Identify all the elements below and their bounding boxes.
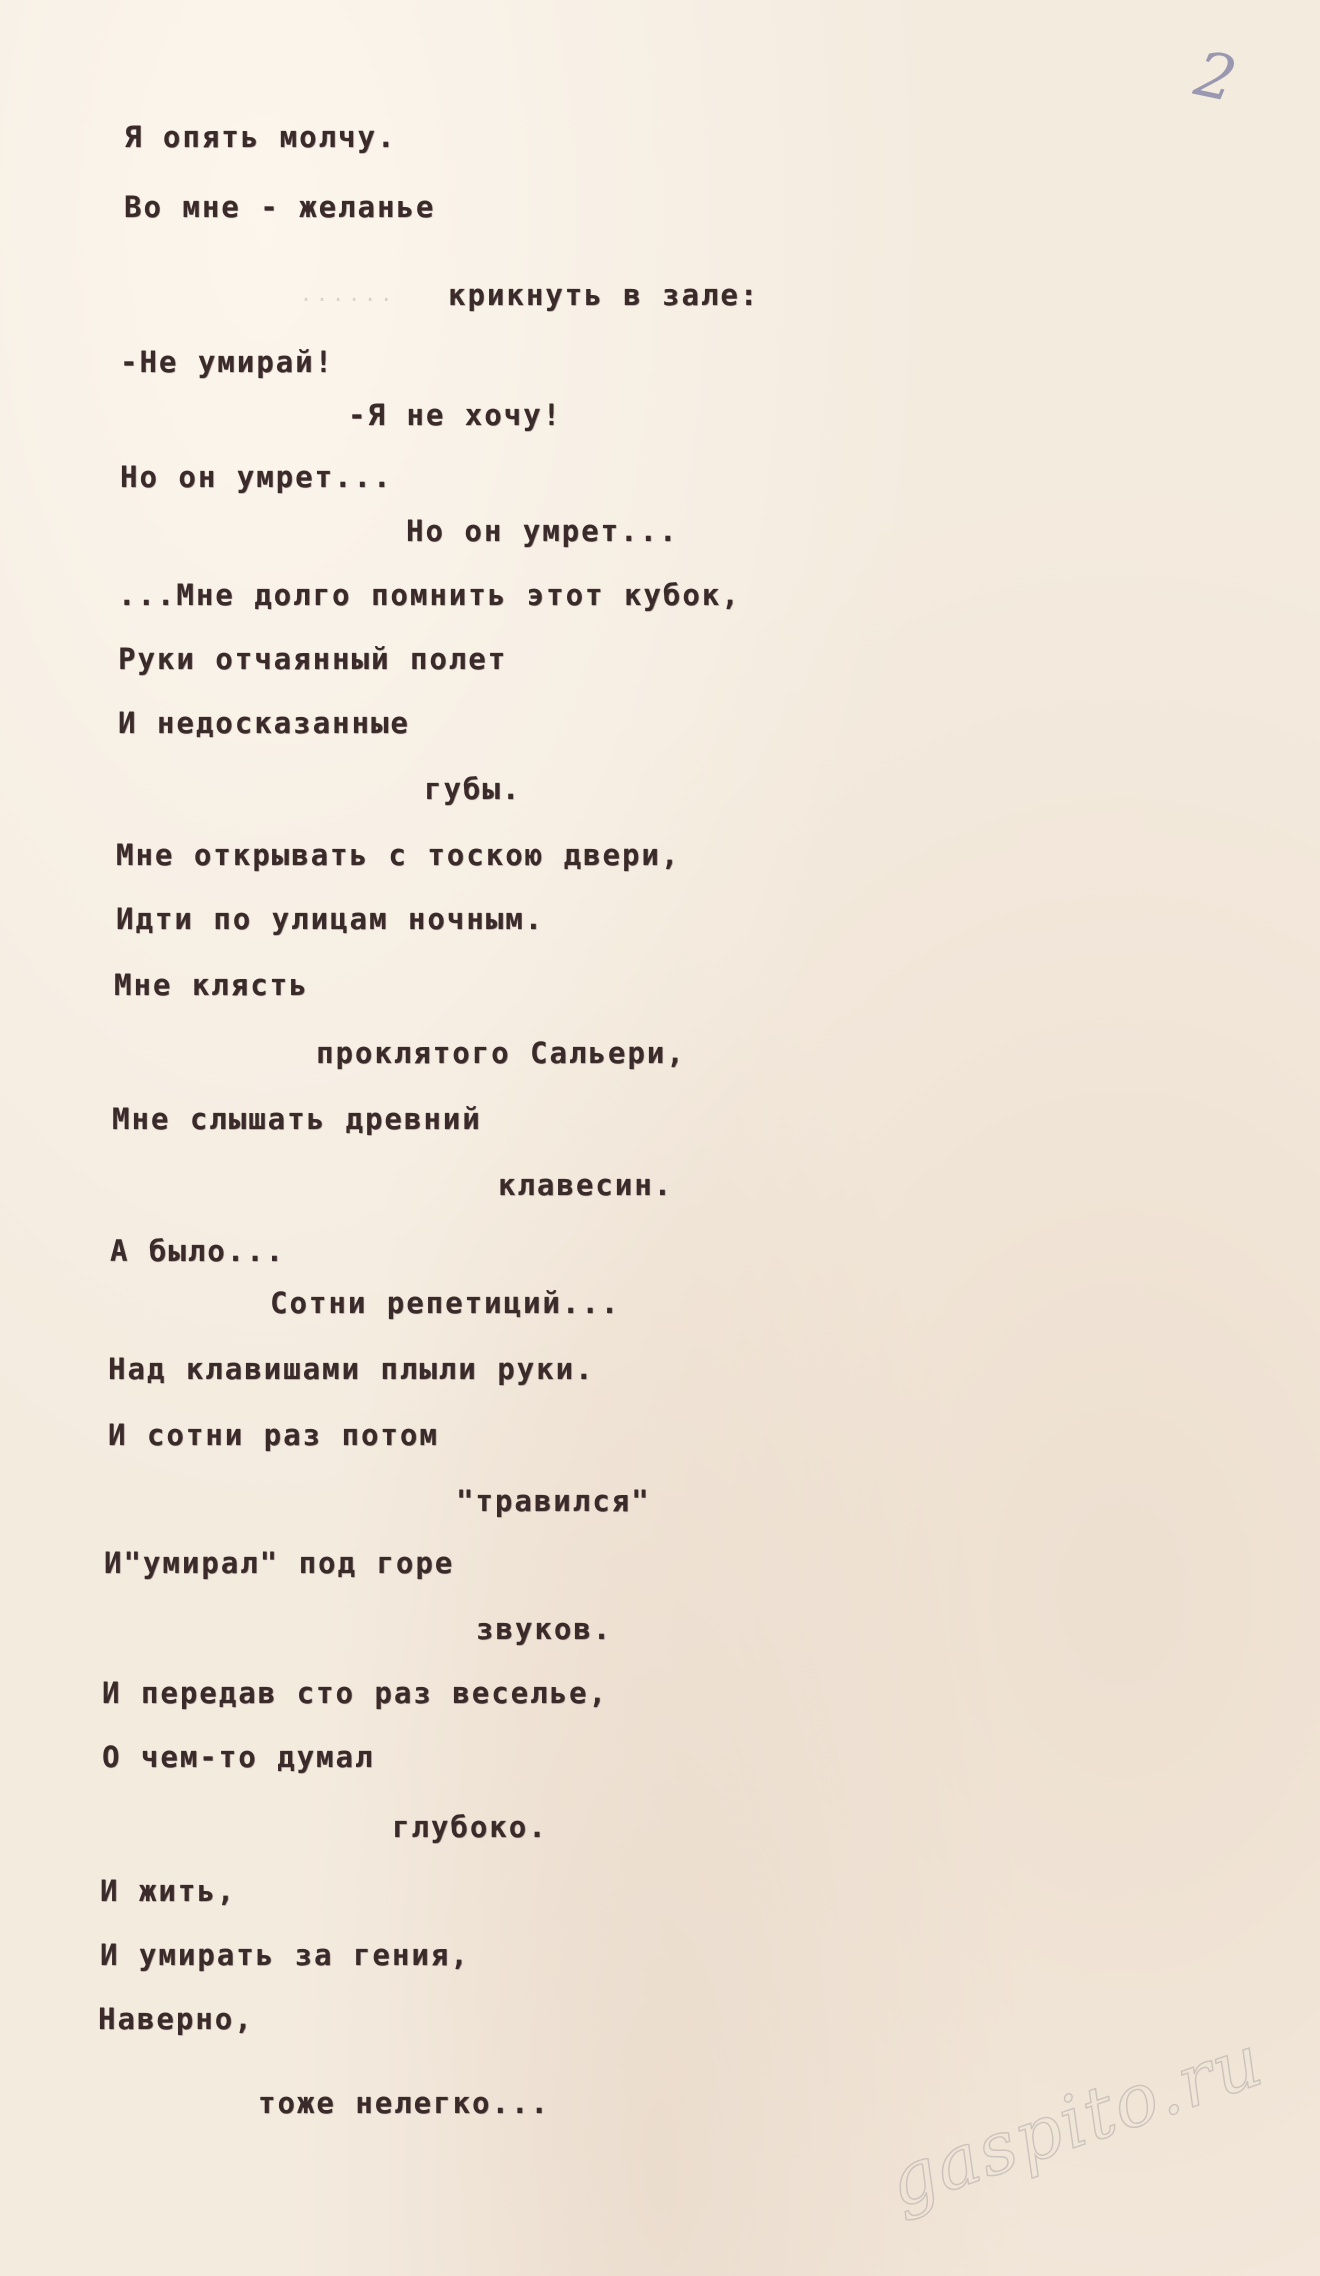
poem-line: Наверно,	[98, 2002, 254, 2036]
poem-line: "травился"	[456, 1484, 651, 1518]
poem-line: Идти по улицам ночным.	[116, 902, 545, 936]
poem-line: И передав сто раз веселье,	[102, 1676, 608, 1710]
poem-line: тоже нелегко...	[258, 2086, 550, 2120]
poem-line: А было...	[110, 1234, 286, 1268]
watermark: gaspito.ru	[877, 2017, 1274, 2224]
faint-dots: ......	[300, 282, 397, 306]
poem-line: -Я не хочу!	[348, 398, 563, 432]
poem-line: Но он умрет...	[120, 460, 393, 494]
poem-line: О чем-то думал	[102, 1740, 375, 1774]
poem-line: звуков.	[476, 1612, 613, 1646]
page-number: 2	[1188, 36, 1243, 117]
poem-line: Я опять молчу.	[124, 120, 397, 154]
poem-line: Сотни репетиций...	[270, 1286, 621, 1320]
poem-line: Над клавишами плыли руки.	[108, 1352, 595, 1386]
poem-line: И сотни раз потом	[108, 1418, 439, 1452]
poem-line: Мне слышать древний	[112, 1102, 482, 1136]
poem-line: губы.	[424, 772, 522, 806]
poem-line: -Не умирай!	[120, 345, 335, 379]
poem-line: проклятого Сальери,	[316, 1036, 686, 1070]
poem-line: Но он умрет...	[406, 514, 679, 548]
poem-line: крикнуть в зале:	[448, 278, 760, 312]
poem-line: Руки отчаянный полет	[118, 642, 508, 676]
poem-line: глубоко.	[392, 1810, 548, 1844]
poem-line: Мне клясть	[114, 968, 309, 1002]
poem-line: ...Мне долго помнить этот кубок,	[118, 578, 741, 612]
poem-line: клавесин.	[498, 1168, 674, 1202]
poem-line: И недосказанные	[118, 706, 410, 740]
poem-line: И"умирал" под горе	[104, 1546, 455, 1580]
poem-line: И умирать за гения,	[100, 1938, 470, 1972]
poem-line: И жить,	[100, 1874, 237, 1908]
poem-line: Мне открывать с тоскою двери,	[116, 838, 681, 872]
poem-line: Во мне - желанье	[124, 190, 436, 224]
